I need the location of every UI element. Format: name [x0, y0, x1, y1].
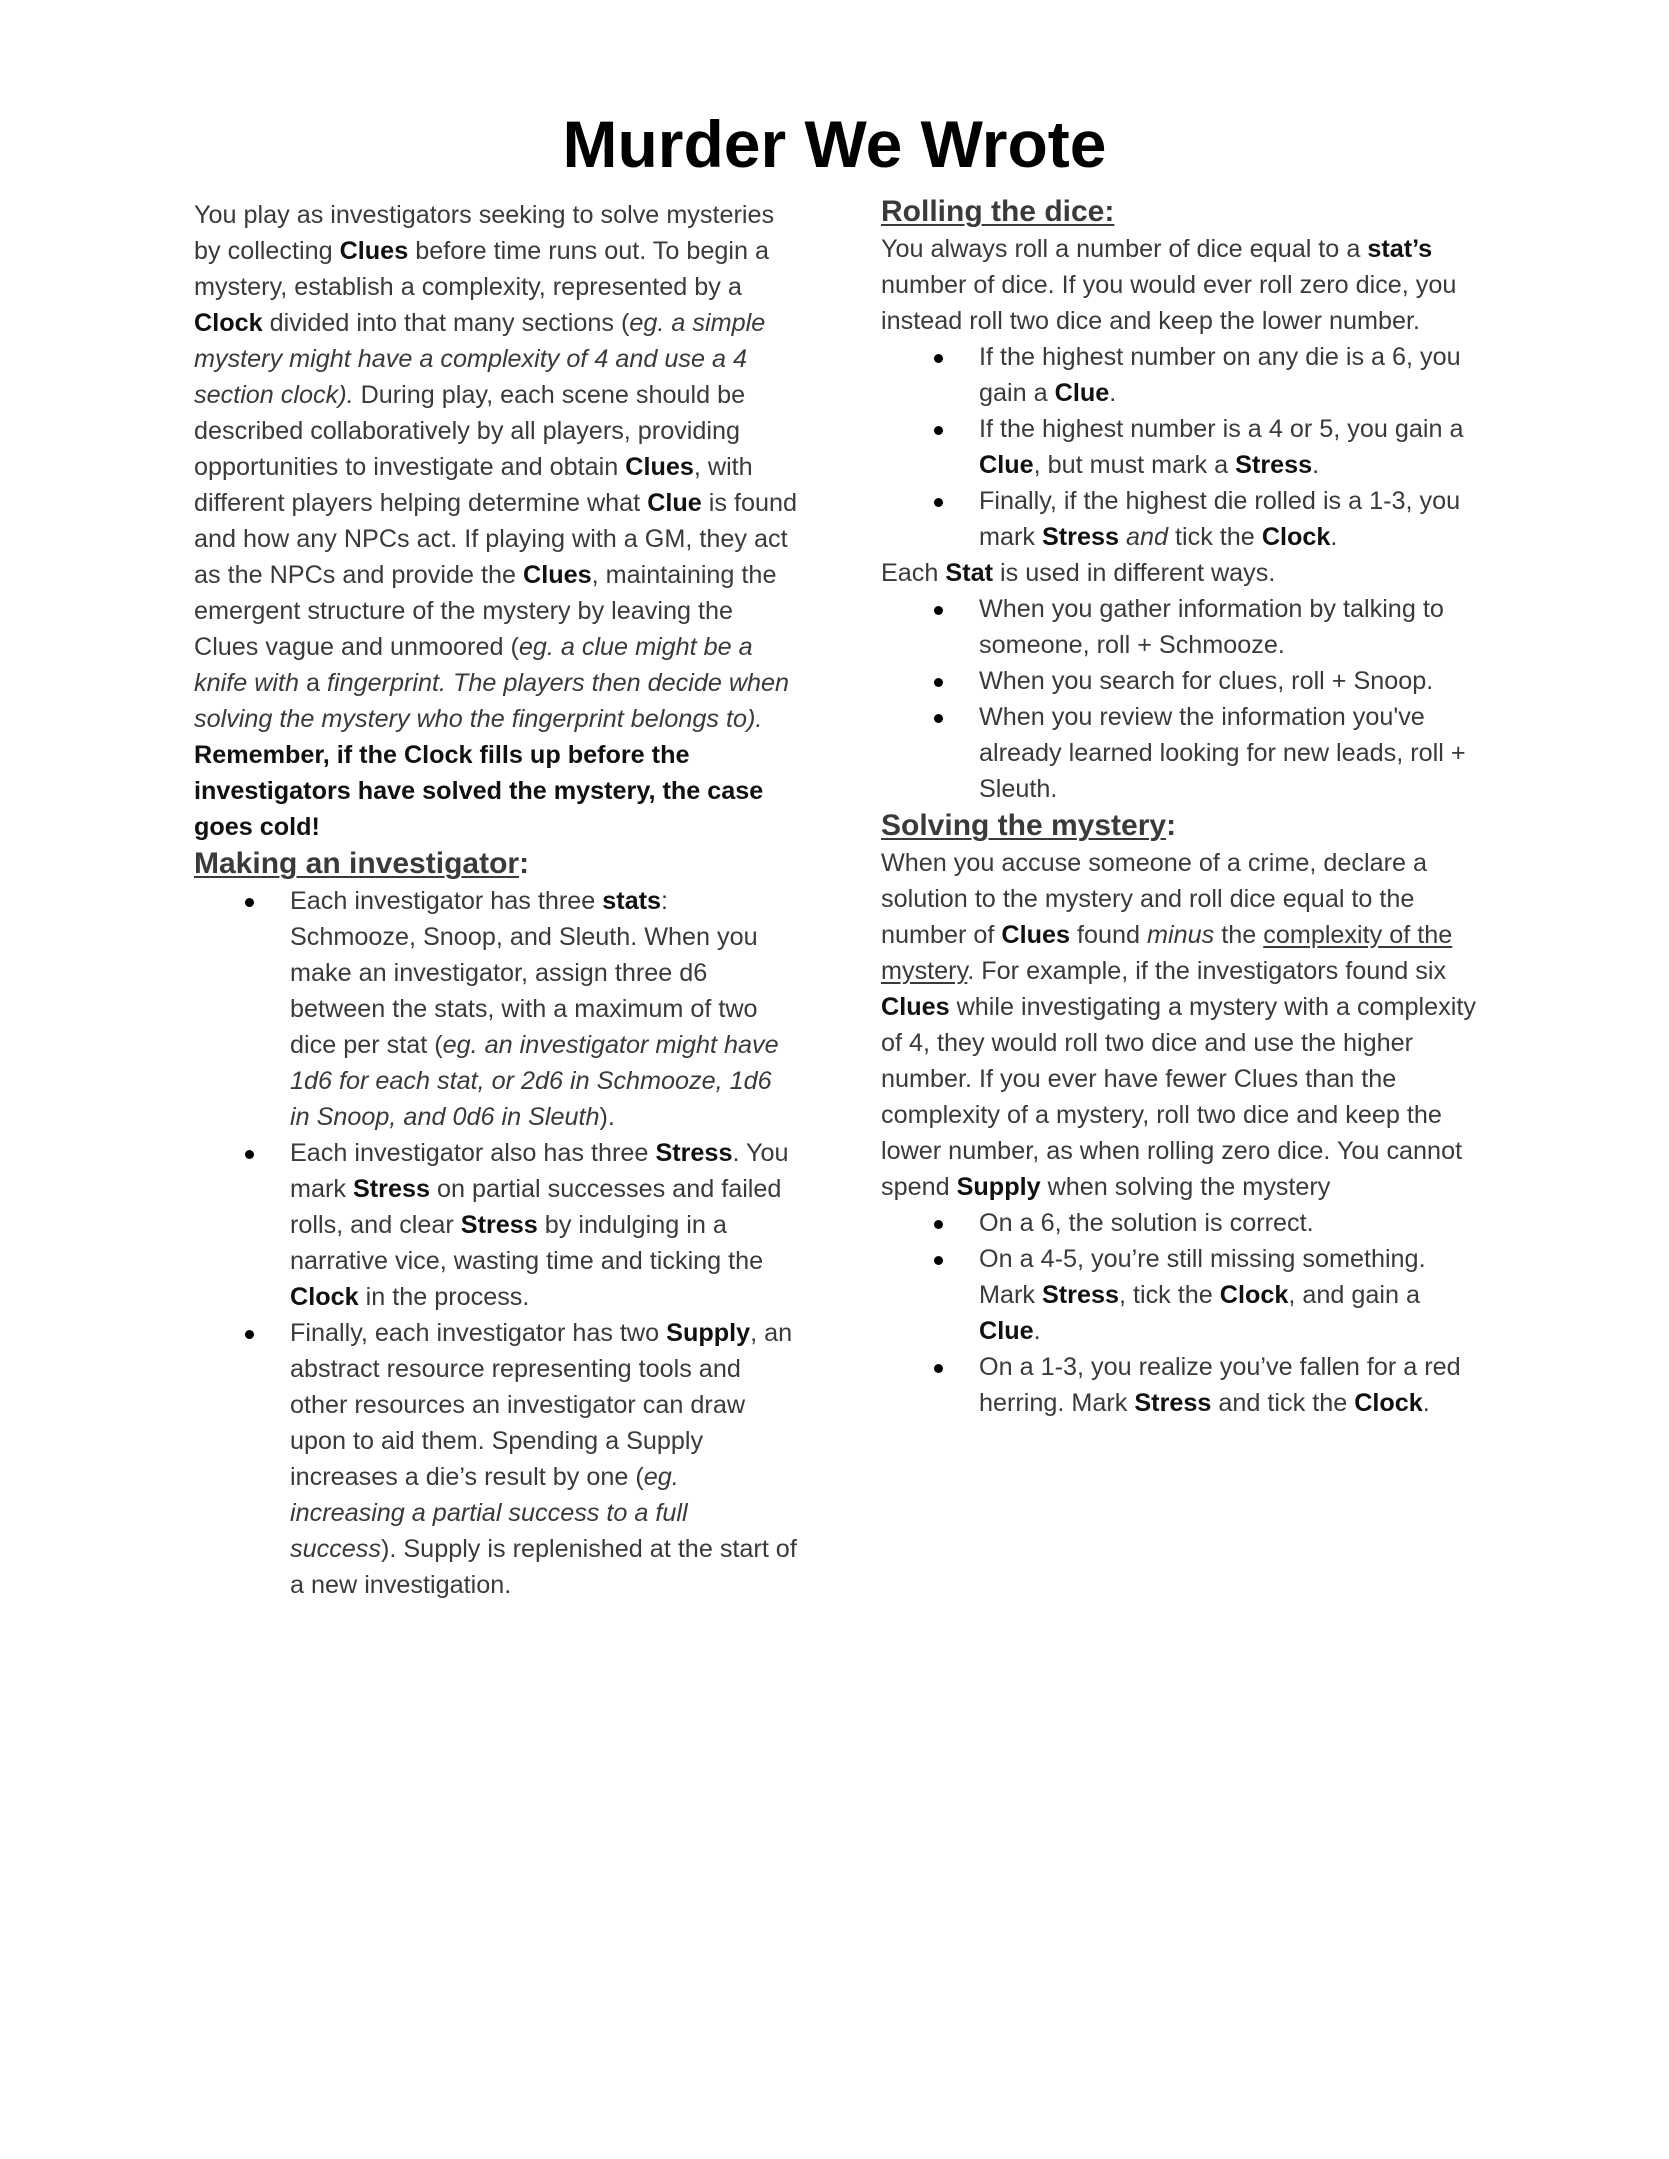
roll-outcomes-list [881, 339, 1485, 555]
bullet-icon [245, 898, 254, 907]
solving-mystery-heading: Solving the mystery: [881, 809, 1177, 842]
list-item: On a 6, the solution is correct. [979, 1205, 1485, 1241]
list-item: When you search for clues, roll + Snoop. [979, 663, 1485, 699]
making-investigator-heading: Making an investigator: [194, 847, 530, 880]
list-item: When you review the information you've already learned looking for new leads, roll + Sleuth. [979, 699, 1485, 807]
bullet-icon [934, 678, 943, 687]
stat-usage-list [881, 591, 1485, 807]
bullet-icon [934, 1220, 943, 1229]
list-item: If the highest number on any die is a 6, you gain a Clue. [979, 339, 1485, 411]
solving-outcomes-list [881, 1205, 1485, 1421]
rolling-intro-paragraph: You always roll a number of dice equal to a stat’s number of dice. If you would ever roll zero dice, you instead roll two dice and keep the lower number. [881, 235, 1457, 335]
list-item: On a 1-3, you realize you’ve fallen for a red herring. Mark Stress and tick the Clock. [979, 1349, 1485, 1421]
bullet-icon [934, 1364, 943, 1373]
rolling-dice-heading: Rolling the dice: [881, 195, 1115, 228]
list-item: Finally, each investigator has two Supply, an abstract resource representing tools and other resources an investigator can draw upon to aid them. Spending a Supply increases a die’s result by one (eg. increasing a partial success to a full success). Supply is replenished at the start of a new investigation. [290, 1315, 798, 1603]
list-item: If the highest number is a 4 or 5, you gain a Clue, but must mark a Stress. [979, 411, 1485, 483]
list-item: Finally, if the highest die rolled is a 1-3, you mark Stress and tick the Clock. [979, 483, 1485, 555]
list-item: Each investigator has three stats: Schmooze, Snoop, and Sleuth. When you make an investigator, assign three d6 between the stats, with a maximum of two dice per stat (eg. an investigator might have 1d6 for each stat, or 2d6 in Schmooze, 1d6 in Snoop, and 0d6 in Sleuth). [290, 883, 798, 1135]
bullet-icon [934, 606, 943, 615]
case-goes-cold-warning: Remember, if the Clock fills up before the investigators have solved the mystery, the case goes cold! [194, 741, 764, 841]
right-column [881, 197, 1485, 1421]
bullet-icon [934, 714, 943, 723]
list-item: On a 4-5, you’re still missing something. Mark Stress, tick the Clock, and gain a Clue. [979, 1241, 1485, 1349]
bullet-icon [934, 1256, 943, 1265]
solving-intro-paragraph: When you accuse someone of a crime, declare a solution to the mystery and roll dice equal to the number of Clues found minus the complexity of the mystery. For example, if the investigators found six Clues while investigating a mystery with a complexity of 4, they would roll two dice and use the higher number. If you ever have fewer Clues than the complexity of a mystery, roll two dice and keep the lower number, as when rolling zero dice. You cannot spend Supply when solving the mystery [881, 849, 1476, 1201]
bullet-icon [245, 1150, 254, 1159]
stat-intro-paragraph: Each Stat is used in different ways. [881, 559, 1276, 587]
bullet-icon [934, 498, 943, 507]
investigator-rules-list [194, 883, 798, 1603]
list-item: Each investigator also has three Stress. You mark Stress on partial successes and failed rolls, and clear Stress by indulging in a narrative vice, wasting time and ticking the Clock in the process. [290, 1135, 798, 1315]
left-column [194, 197, 798, 1603]
list-item: When you gather information by talking to someone, roll + Schmooze. [979, 591, 1485, 663]
intro-paragraph: You play as investigators seeking to solve mysteries by collecting Clues before time runs out. To begin a mystery, establish a complexity, represented by a Clock divided into that many sections (eg. a simple mystery might have a complexity of 4 and use a 4 section clock). During play, each scene should be described collaboratively by all players, providing opportunities to investigate and obtain Clues, with different players helping determine what Clue is found and how any NPCs act. If playing with a GM, they act as the NPCs and provide the Clues, maintaining the emergent structure of the mystery by leaving the Clues vague and unmoored (eg. a clue might be a knife with a fingerprint. The players then decide when solving the mystery who the fingerprint belongs to). [194, 201, 797, 733]
bullet-icon [934, 354, 943, 363]
bullet-icon [934, 426, 943, 435]
bullet-icon [245, 1330, 254, 1339]
document-title: Murder We Wrote [562, 107, 1107, 181]
